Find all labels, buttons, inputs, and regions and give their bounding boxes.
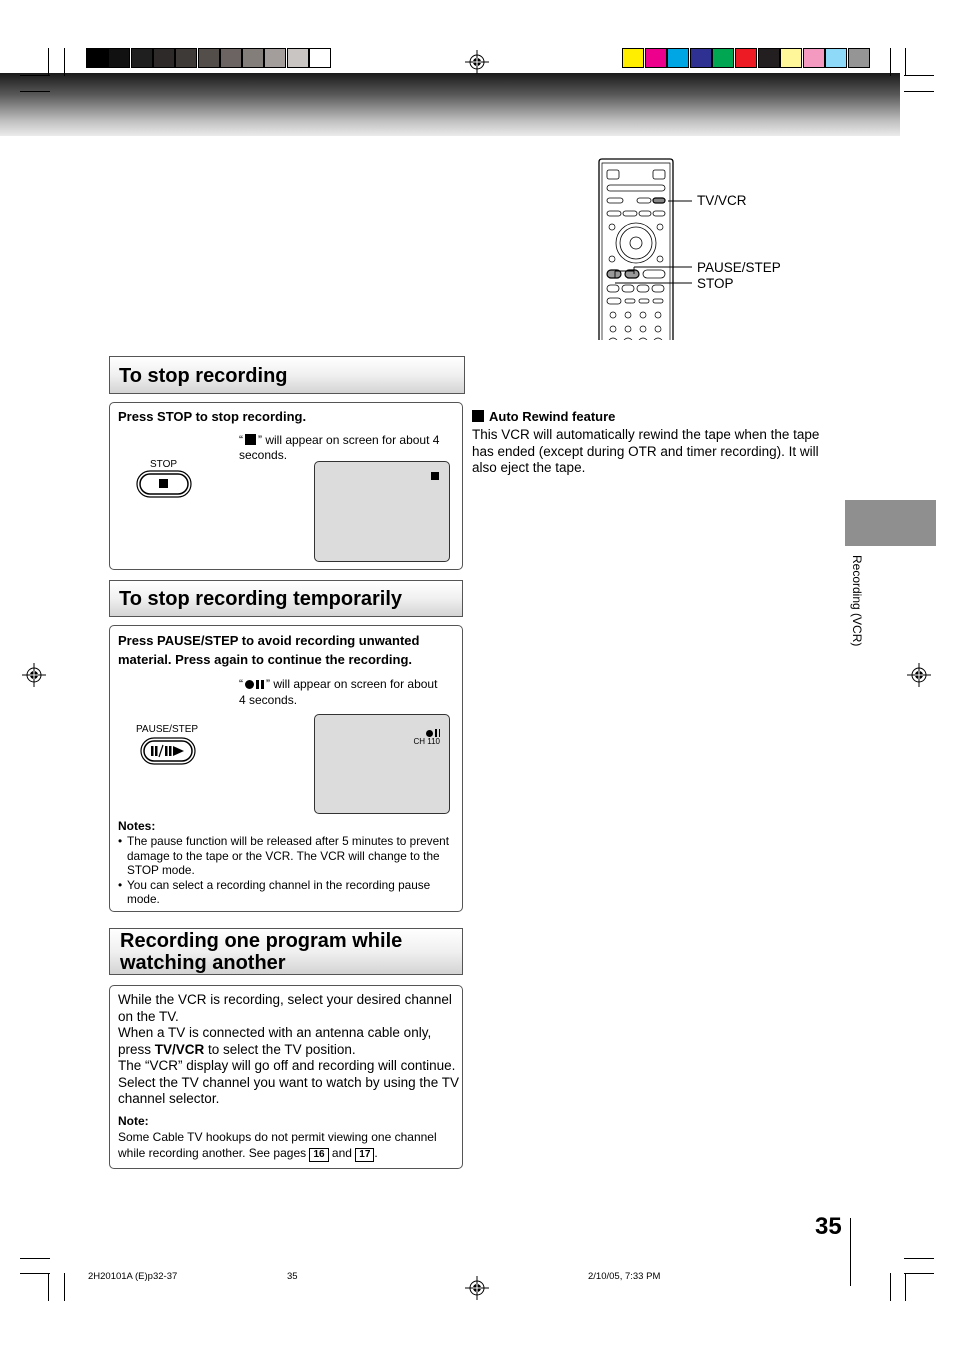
stop-indicator-icon <box>431 472 439 480</box>
gray-swatch <box>131 48 153 68</box>
crop-mark <box>904 75 934 76</box>
gray-swatch <box>220 48 242 68</box>
watch-another-body <box>118 992 460 1108</box>
side-label: Recording (VCR) <box>850 555 864 647</box>
color-swatch <box>758 48 780 68</box>
watch-note-heading: Note: <box>118 1114 149 1128</box>
color-swatch <box>667 48 689 68</box>
remote-label-stop: STOP <box>697 276 734 291</box>
notes-list <box>118 834 452 907</box>
tv-screen-stop <box>314 461 450 562</box>
page-ref-16[interactable]: 16 <box>309 1148 328 1162</box>
auto-rewind-heading: Auto Rewind feature <box>472 407 615 426</box>
watch-paragraph-2: When a TV is connected with an antenna cable only, press TV/VCR to select the TV position. <box>118 1025 432 1057</box>
stop-screen-note: “ ” will appear on screen for about 4 seconds. <box>239 433 440 462</box>
pause-instruction: Press PAUSE/STEP to avoid recording unwanted material. Press again to continue the recording. <box>118 633 420 667</box>
gray-swatch <box>108 48 130 68</box>
remote-label-tv-vcr: TV/VCR <box>697 193 747 208</box>
page-number: 35 <box>815 1213 842 1240</box>
crop-mark <box>904 1258 934 1259</box>
crop-mark <box>20 91 50 92</box>
page-ref-17[interactable]: 17 <box>355 1148 374 1162</box>
registration-target-icon <box>465 1276 489 1300</box>
color-swatch <box>825 48 847 68</box>
side-tab <box>845 500 936 546</box>
footer-file: 2H20101A (E)p32-37 <box>88 1271 178 1282</box>
registration-target-icon <box>22 663 46 687</box>
color-swatch <box>780 48 802 68</box>
notes-heading: Notes: <box>118 819 156 833</box>
remote-leader-lines <box>600 195 695 295</box>
color-swatch <box>645 48 667 68</box>
gray-swatch <box>198 48 220 68</box>
section-title-stop-recording: To stop recording <box>109 356 465 394</box>
crop-mark <box>890 1273 891 1301</box>
color-swatch <box>622 48 644 68</box>
crop-mark <box>905 1273 906 1301</box>
registration-target-icon <box>465 50 489 74</box>
crop-mark <box>890 48 891 76</box>
gray-swatch <box>309 48 331 68</box>
color-swatch <box>735 48 757 68</box>
registration-target-icon <box>907 663 931 687</box>
page-number-rule <box>850 1218 851 1286</box>
pause-button-label: PAUSE/STEP <box>136 724 199 735</box>
color-swatch <box>712 48 734 68</box>
color-swatch <box>690 48 712 68</box>
crop-mark <box>904 91 934 92</box>
crop-mark <box>905 48 906 76</box>
crop-mark <box>48 1273 49 1301</box>
note-item: • You can select a recording channel in the recording pause mode. <box>118 878 452 907</box>
crop-mark <box>20 75 50 76</box>
stop-instruction: Press STOP to stop recording. <box>118 409 307 424</box>
crop-mark <box>20 1258 50 1259</box>
watch-paragraph-1: While the VCR is recording, select your desired channel on the TV. <box>118 992 452 1024</box>
stop-temporarily-box <box>109 625 463 912</box>
gray-swatch <box>242 48 264 68</box>
tv-screen-pause <box>314 714 450 814</box>
watch-note-body: Some Cable TV hookups do not permit viewing one channel while recording another. See pages 16 and 17 . <box>118 1130 437 1160</box>
watch-paragraph-3: The “VCR” display will go off and recording will continue. Select the TV channel you want to watch by using the TV channel selector. <box>118 1058 459 1106</box>
stop-button-label: STOP <box>150 459 178 470</box>
pause-step-button-icon <box>140 737 196 767</box>
note-item: • The pause function will be released after 5 minutes to prevent damage to the tape or the VCR. The VCR will change to the STOP mode. <box>118 834 452 878</box>
square-bullet-icon <box>472 410 484 422</box>
section-title-stop-temporarily: To stop recording temporarily <box>109 580 463 617</box>
gray-swatch <box>175 48 197 68</box>
crop-mark <box>64 48 65 76</box>
header-band <box>0 73 900 136</box>
color-swatch <box>848 48 870 68</box>
color-swatch <box>803 48 825 68</box>
remote-label-pause-step: PAUSE/STEP <box>697 260 781 275</box>
crop-mark <box>20 1273 50 1274</box>
auto-rewind-body: This VCR will automatically rewind the tape when the tape has ended (except during OTR and timer recording). It will also eject the tape. <box>472 427 820 475</box>
record-pause-icon <box>245 678 264 693</box>
crop-mark <box>64 1273 65 1301</box>
stop-recording-box <box>109 402 463 570</box>
gray-swatch <box>287 48 309 68</box>
gray-swatch <box>86 48 108 68</box>
section-title-watch-another: Recording one program while watching another <box>109 928 463 975</box>
crop-mark <box>48 48 49 76</box>
footer-page: 35 <box>287 1271 298 1282</box>
pause-screen-note: “ ” will appear on screen for about 4 seconds. <box>239 677 438 707</box>
crop-mark <box>904 1273 934 1274</box>
stop-button-icon <box>136 470 192 500</box>
stop-square-icon <box>245 434 256 445</box>
gray-swatch <box>153 48 175 68</box>
watch-another-box <box>109 985 463 1169</box>
gray-swatch <box>264 48 286 68</box>
footer-date: 2/10/05, 7:33 PM <box>588 1271 661 1282</box>
channel-indicator: CH 110 <box>413 737 440 746</box>
